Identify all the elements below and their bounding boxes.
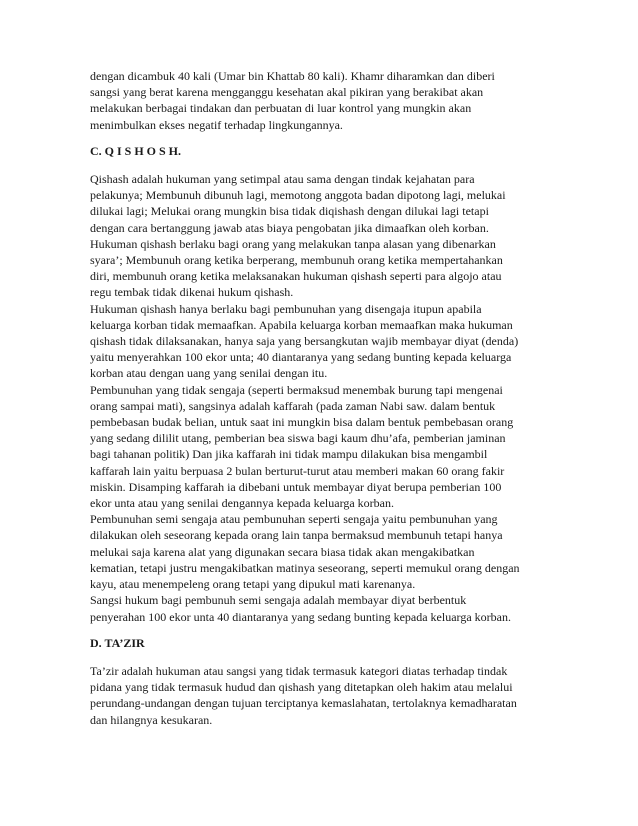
text-line: regu tembak tidak dikenai hukum qishash. (90, 285, 294, 300)
text-line: Pembunuhan yang tidak sengaja (seperti bermaksud menembak burung tapi mengenai (90, 382, 503, 397)
text-line: ekor unta atau yang senilai dengannya kepada keluarga korban. (90, 496, 394, 511)
text-line: pembebasan budak belian, untuk saat ini mungkin bisa dalam bentuk pembebasan orang (90, 415, 514, 430)
section-heading-qishash: C. Q I S H O S H. (90, 143, 182, 158)
text-line: syara’; Membunuh orang ketika berperang, membunuh orang ketika mempertahankan (90, 253, 503, 268)
text-line: Ta’zir adalah hukuman atau sangsi yang tidak termasuk kategori diatas terhadap tindak (90, 663, 508, 678)
text-line: dilukai lagi; Melukai orang mungkin bisa tidak diqishash dengan dilukai lagi tetapi (90, 204, 489, 219)
text-line: Qishash adalah hukuman yang setimpal atau sama dengan tindak kejahatan para (90, 172, 475, 187)
text-line: yang sedang dililit utang, pemberian bea siswa bagi kaum dhu’afa, pemberian jaminan (90, 431, 506, 446)
text-line: kematian, tetapi justru mengakibatkan matinya seseorang, seperti memukul orang dengan (90, 560, 520, 575)
text-line: qishash tidak dilaksanakan, hanya saja yang bersangkutan wajib membayar diyat (denda) (90, 334, 519, 349)
text-line: pelakunya; Membunuh dibunuh lagi, memotong anggota badan dipotong lagi, melukai (90, 188, 506, 203)
text-line: perundang-undangan dengan tujuan terciptanya kemaslahatan, tertolaknya kemadharatan (90, 696, 517, 711)
text-line: korban atau dengan uang yang senilai dengan itu. (90, 366, 328, 381)
text-line: dengan cara bertanggung jawab atas biaya pengobatan jika dimaafkan oleh korban. (90, 220, 489, 235)
text-line: diri, membunuh orang ketika melaksanakan hukuman qishash seperti para algojo atau (90, 269, 502, 284)
text-line: dan hilangnya kesukaran. (90, 712, 213, 727)
paragraph-khamr (90, 68, 550, 133)
text-line: melukai saja karena alat yang digunakan secara biasa tidak akan mengakibatkan (90, 544, 475, 559)
text-line: miskin. Disamping kaffarah ia dibebani untuk membayar diyat berupa pemberian 100 (90, 479, 502, 494)
text-line: kayu, atau menempeleng orang tetapi yang dipukul mati karenanya. (90, 577, 416, 592)
text-line: keluarga korban tidak memaafkan. Apabila keluarga korban memaafkan maka hukuman (90, 317, 513, 332)
text-line: yaitu menyerahkan 100 ekor unta; 40 diantaranya yang sedang bunting kepada keluarga (90, 350, 512, 365)
text-line: melakukan berbagai tindakan dan perbuatan di luar kontrol yang mungkin akan (90, 101, 472, 116)
text-line: menimbulkan ekses negatif terhadap lingkungannya. (90, 117, 343, 132)
text-line: Pembunuhan semi sengaja atau pembunuhan seperti sengaja yaitu pembunuhan yang (90, 512, 498, 527)
document-body (90, 68, 550, 728)
text-line: dilakukan oleh seseorang kepada orang lain tanpa bermaksud membunuh tetapi hanya (90, 528, 503, 543)
text-line: orang sampai mati), sangsinya adalah kaffarah (pada zaman Nabi saw. dalam bentuk (90, 398, 496, 413)
section-heading-tazir: D. TA’ZIR (90, 635, 145, 650)
text-line: Sangsi hukum bagi pembunuh semi sengaja adalah membayar diyat berbentuk (90, 593, 467, 608)
text-line: sangsi yang berat karena mengganggu kesehatan akal pikiran yang berakibat akan (90, 85, 484, 100)
text-line: Hukuman qishash berlaku bagi orang yang melakukan tanpa alasan yang dibenarkan (90, 236, 496, 251)
section-body-tazir (90, 663, 550, 728)
text-line: dengan dicambuk 40 kali (Umar bin Khattab 80 kali). Khamr diharamkan dan diberi (90, 69, 495, 83)
text-line: Hukuman qishash hanya berlaku bagi pembunuhan yang disengaja itupun apabila (90, 301, 482, 316)
text-line: penyerahan 100 ekor unta 40 diantaranya yang sedang bunting kepada keluarga korban. (90, 609, 511, 624)
text-line: bagi tahanan politik) Dan jika kaffarah ini tidak mampu dilakukan bisa mengambil (90, 447, 488, 462)
section-body-qishash (90, 171, 550, 625)
text-line: pidana yang tidak termasuk hudud dan qishash yang ditetapkan oleh hakim atau melalui (90, 680, 513, 695)
text-line: kaffarah lain yaitu berpuasa 2 bulan berturut-turut atau memberi makan 60 orang fakir (90, 463, 505, 478)
